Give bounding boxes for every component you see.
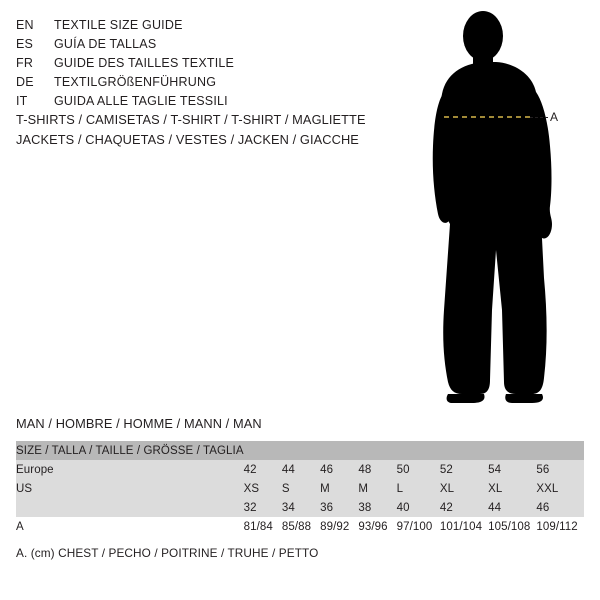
row-value: 89/92 <box>320 517 358 536</box>
table-header-spacer <box>358 441 396 460</box>
table-header-spacer <box>320 441 358 460</box>
row-label <box>16 498 244 517</box>
row-value: 44 <box>282 460 320 479</box>
table-row <box>16 460 584 479</box>
row-value: 32 <box>244 498 282 517</box>
table-header-spacer <box>244 441 282 460</box>
row-value: 42 <box>440 498 488 517</box>
row-value: 109/112 <box>536 517 584 536</box>
table-header-spacer <box>536 441 584 460</box>
language-title: TEXTILE SIZE GUIDE <box>54 18 183 32</box>
row-value: XL <box>440 479 488 498</box>
table-header-spacer <box>488 441 536 460</box>
language-code: IT <box>16 94 28 108</box>
row-value: 46 <box>320 460 358 479</box>
language-title: GUIDE DES TAILLES TEXTILE <box>54 56 235 70</box>
row-value: M <box>358 479 396 498</box>
row-value: XS <box>244 479 282 498</box>
row-value: L <box>397 479 440 498</box>
row-value: S <box>282 479 320 498</box>
table-header-spacer <box>282 441 320 460</box>
size-table <box>16 441 584 536</box>
language-title: TEXTILGRÖßENFÜHRUNG <box>54 75 217 89</box>
language-row <box>16 92 376 111</box>
garment-categories <box>16 110 436 150</box>
row-value: 101/104 <box>440 517 488 536</box>
row-value: 40 <box>397 498 440 517</box>
row-value: 56 <box>536 460 584 479</box>
garment-line-tshirts: T-SHIRTS / CAMISETAS / T-SHIRT / T-SHIRT / MAGLIETTE <box>16 112 366 127</box>
row-label: A <box>16 517 244 536</box>
language-code: DE <box>16 75 34 89</box>
table-header-spacer <box>397 441 440 460</box>
table-row <box>16 517 584 536</box>
table-header-spacer <box>440 441 488 460</box>
table-header-label: SIZE / TALLA / TAILLE / GRÖSSE / TAGLIA <box>16 441 244 460</box>
row-value: 44 <box>488 498 536 517</box>
language-title: GUÍA DE TALLAS <box>54 37 157 51</box>
row-value: 50 <box>397 460 440 479</box>
language-row <box>16 73 376 92</box>
language-code: EN <box>16 18 34 32</box>
language-title: GUIDA ALLE TAGLIE TESSILI <box>54 94 228 108</box>
row-value: 93/96 <box>358 517 396 536</box>
language-code: ES <box>16 37 34 51</box>
row-value: 52 <box>440 460 488 479</box>
row-value: 48 <box>358 460 396 479</box>
row-label: Europe <box>16 460 244 479</box>
row-value: 36 <box>320 498 358 517</box>
row-value: 81/84 <box>244 517 282 536</box>
chest-marker-label: A <box>550 110 559 124</box>
row-value: 42 <box>244 460 282 479</box>
chest-marker-dash <box>530 117 548 118</box>
row-value: 38 <box>358 498 396 517</box>
row-value: 46 <box>536 498 584 517</box>
language-code: FR <box>16 56 34 70</box>
row-value: XL <box>488 479 536 498</box>
row-label: US <box>16 479 244 498</box>
row-value: M <box>320 479 358 498</box>
measurement-footnote: A. (cm) CHEST / PECHO / POITRINE / TRUHE / PETTO <box>16 546 319 560</box>
row-value: 105/108 <box>488 517 536 536</box>
language-list <box>16 16 376 111</box>
male-silhouette-figure <box>400 10 600 405</box>
row-value: 54 <box>488 460 536 479</box>
row-value: 97/100 <box>397 517 440 536</box>
language-row <box>16 54 376 73</box>
row-value: 34 <box>282 498 320 517</box>
language-row <box>16 35 376 54</box>
language-row <box>16 16 376 35</box>
man-section-heading: MAN / HOMBRE / HOMME / MANN / MAN <box>16 416 262 431</box>
row-value: 85/88 <box>282 517 320 536</box>
table-header-row <box>16 441 584 460</box>
table-row <box>16 479 584 498</box>
table-row <box>16 498 584 517</box>
garment-line-jackets: JACKETS / CHAQUETAS / VESTES / JACKEN / GIACCHE <box>16 132 359 147</box>
row-value: XXL <box>536 479 584 498</box>
size-table-wrapper <box>16 441 584 536</box>
